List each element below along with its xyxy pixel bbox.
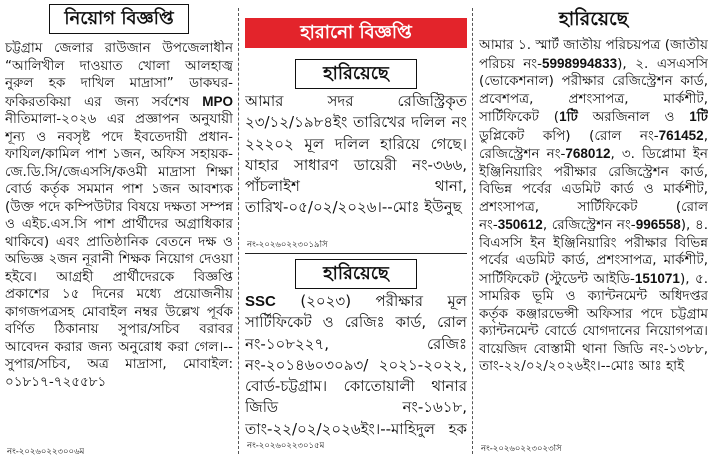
body-text: ), ৪. বিএসসি ইন ইঞ্জিনিয়ারিং পরীক্ষার বিভিন্ন পর্বের এডমিট কার্ড, প্রশংসাপত্র, মার্কশীট, সার্টিফিকেট (স্টুডেন্ট আইডি-: [479, 217, 708, 287]
lost-documents-ref-number: নং-২০২৬০২২৩০২৩সি: [481, 444, 562, 454]
body-bold-text: 1টি: [689, 109, 708, 124]
body-text: , রেজিস্ট্রেশন নং-: [479, 127, 708, 162]
body-bold-text: 350612: [497, 217, 543, 232]
body-bold-text: 768012: [565, 146, 611, 161]
body-bold-text: SSC: [245, 293, 276, 310]
lost-notice-ref-number: নং-২০২৬০২২৩০১৫ম: [247, 441, 325, 451]
body-bold-text: 1টি: [559, 109, 578, 124]
body-text: ), ২. এসএসসি (ভোকেশনাল) পরীক্ষার রেজিস্ট্রেশন কার্ড, প্রবেশপত্র, প্রশংসাপত্র, মার্কশীট, সার্টিফিকেট (: [479, 55, 708, 125]
lost-documents-body: [479, 37, 708, 441]
lost-documents-column: [479, 0, 708, 461]
lost-documents-heading: হারিয়েছে: [558, 8, 629, 30]
lost-notice-heading: হারিয়েছে: [295, 59, 417, 89]
body-bold-text: 761452: [658, 127, 704, 143]
body-text: অরজিনাল ও: [577, 109, 690, 125]
body-text: চট্টগ্রাম জেলার রাউজান উপজেলাধীন “আলিখীল দাওয়াত খোলা আলহাজ্ব নুরুল হক দাখিল মাদ্রাসা” ডাকঘর-ফকিরতকিয়া এর জন্য সর্বশেষ: [5, 40, 233, 110]
lost-notices-column: [245, 0, 467, 461]
body-text: ডুপ্লিকেট কপি) (রোল নং-: [479, 127, 659, 144]
body-text: (২০২৩) পরীক্ষার মূল সার্টিফিকেট ও রেজিঃ কার্ড, রোল নং-১০৮২২৭, রেজিঃ নং-২০১৪৬০৩০৯৩/ ২০২১-২০২২, বোর্ড-চট্টগ্রাম। কোতোয়ালী থানার জিডি নং-১৬১৮, তাং-২২/০২/২০২৬ইং।--মাহিদুল হক: [245, 292, 467, 438]
body-text: আমার ১. স্মার্ট জাতীয় পরিচয়পত্র (জাতীয় পরিচয় নং-: [479, 37, 708, 72]
body-text: ), ৫. সামরিক ভূমি ও ক্যান্টনমেন্ট অধিদপ্তর কর্তৃক কঞ্জারভেন্সী অফিসার পদে চট্টগ্রাম ক্যান্টনমেন্ট বোর্ডে যোগদানের নিয়োগপত্র। বায়েজিদ বোস্তামী থানা জিডি নং-১৩৮৮, তাং-২২/০২/২০২৬ইং।--মোঃ আঃ হাই: [479, 270, 708, 374]
lost-notice-heading: হারিয়েছে: [295, 259, 417, 289]
body-text: আমার সদর রেজিস্ট্রিকৃত ২৩/১২/১৯৮৪ইং তারিখের দলিল নং ২২২০২ মূল দলিল হারিয়ে গেছে। যাহার সাধারণ ডায়েরী নং-৩৬৬, পাঁচলাইশ থানা, তারিখ-০৫/০২/২০২৬।--মোঃ ইউনুছ: [245, 92, 467, 217]
recruitment-notice-ref-number: নং-২০২৬০২২৩০০৬ম: [7, 447, 85, 457]
lost-notice-body: [245, 91, 467, 241]
lost-notice-ref-number: নং-২০২৬০২২৩০১৯সি: [247, 240, 328, 250]
body-bold-text: 996558: [635, 217, 681, 232]
body-text: নীতিমালা-২০২৬ এর প্রজ্ঞাপন অনুযায়ী শূন্য ও নবসৃষ্ট পদে ইবতেদায়ী প্রধান-ফাযিল/কামিল পাশ ১জন, অফিস সহায়ক- জে.ডি.সি/জেএসসি/কওমী মাদ্রাসা শিক্ষা বোর্ড কর্তৃক সমমান পাশ ১জন আবশ্যক (উক্ত পদে কম্পিউটার বিষয়ে দক্ষতা সম্পন্ন ও এইচ.এস.সি পাশ প্রার্থীদের অগ্রাধিকার থাকিবে) এবং প্রাতিষ্ঠানিক বেতনে দক্ষ ও অভিজ্ঞ ২জন নূরানী শিক্ষক নিয়োগ দেওয়া হইবে। আগ্রহী প্রার্থীদেরকে বিজ্ঞপ্তি প্রকাশের ১৫ দিনের মধ্যে প্রয়োজনীয় কাগজপত্রসহ মোবাইল নম্বর উল্লেখ পূর্বক বর্ণিত ঠিকানায় সুপার/সচিব বরাবর আবেদন করার জন্য অনুরোধ করা গেল।-- সুপার/সচিব, অত্র মাদ্রাসা, মোবাইল: ০১৮১৭-৭২৫৫৮১: [5, 111, 233, 390]
recruitment-notice-heading: নিয়োগ বিজ্ঞপ্তি: [49, 4, 189, 34]
body-text: , রেজিস্ট্রেশন নং-: [542, 217, 636, 233]
body-bold-text: 151071: [634, 270, 680, 286]
lost-notice-body: [245, 291, 467, 441]
recruitment-notice-body: [5, 40, 233, 446]
body-text: , ৩. ডিপ্লোমা ইন ইঞ্জিনিয়ারিং পরীক্ষার রেজিস্ট্রেশন কার্ড, বিভিন্ন পর্বের এডমিট কার্ড ও মার্কশীট, প্রশংসাপত্র, সার্টিফিকেট (রোল নং-: [479, 146, 708, 233]
column-divider: [472, 8, 473, 454]
body-bold-text: MPO: [202, 93, 233, 109]
recruitment-notice-column: [5, 0, 233, 461]
body-bold-text: 5998994833: [542, 55, 618, 71]
lost-notices-banner: হারানো বিজ্ঞপ্তি: [245, 18, 467, 48]
column-divider: [238, 8, 239, 454]
notice-separator: [245, 253, 467, 254]
